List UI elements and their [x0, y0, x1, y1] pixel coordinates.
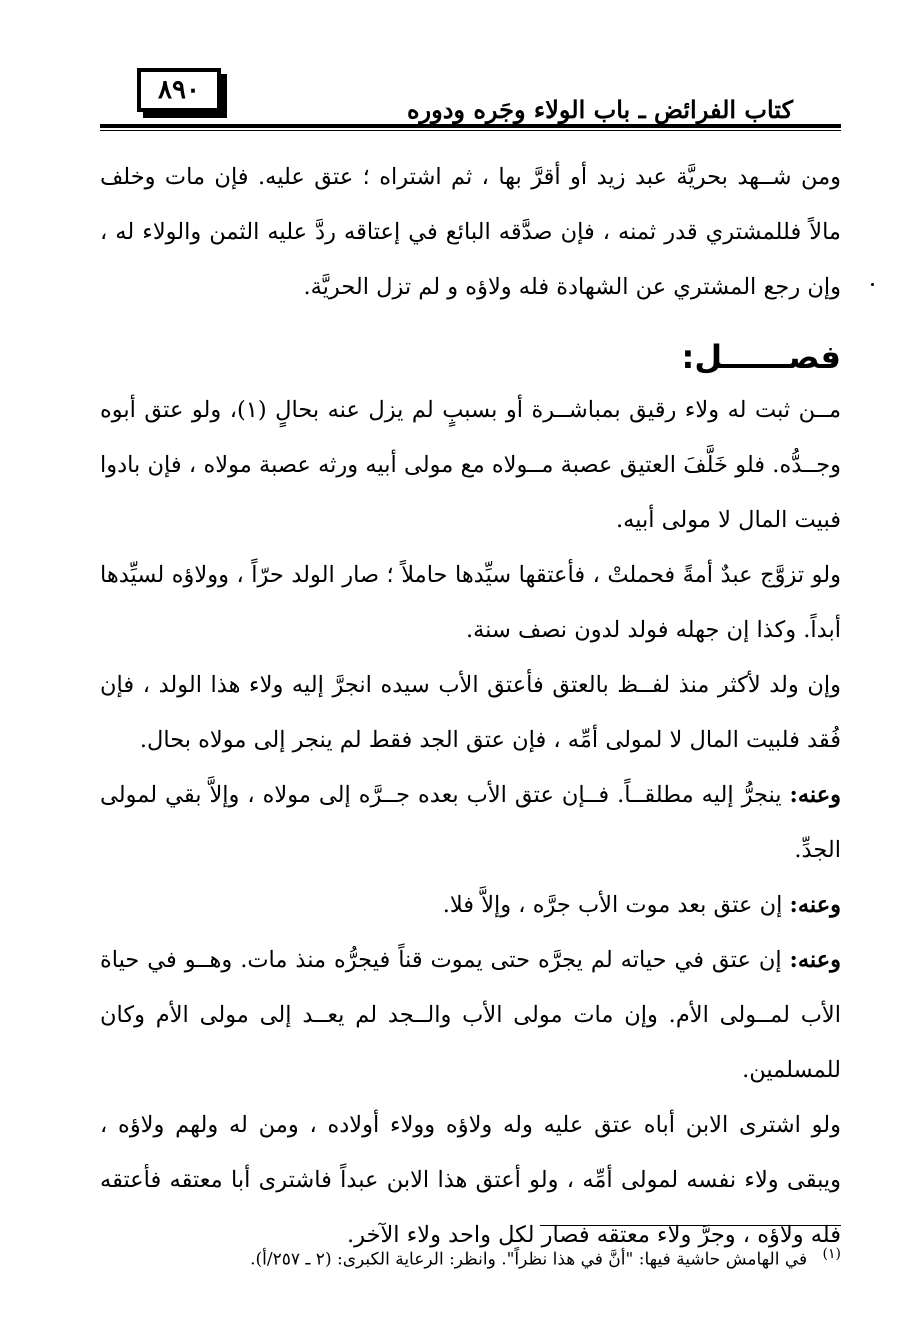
paragraph-7 [100, 933, 841, 1098]
footnote-marker: (١) [822, 1246, 841, 1262]
footnote-rule [540, 1225, 841, 1226]
footnote-text: في الهامش حاشية فيها: "أنَّ في هذا نظراً". وانظر: الرعاية الكبرى: (٢ ـ ٢٥٧/أ). [250, 1249, 808, 1270]
paragraph-7-text: إن عتق في حياته لم يجرَّه حتى يموت قناً فيجرُّه منذ مات. وهــو في حياة الأب لمــولى الأم. وإن مات مولى الأب والــجد لم يعــد إلى مولى الأم وكان للمسلمين. [100, 947, 841, 1083]
page-number: ٨٩٠ [137, 68, 221, 112]
running-head: كتاب الفرائض ـ باب الولاء وجَره ودوره [330, 95, 801, 124]
paragraph-1: ومن شــهد بحريَّة عبد زيد أو أقرَّ بها ، ثم اشتراه ؛ عتق عليه. فإن مات وخلف مالاً فللمشتري قدر ثمنه ، فإن صدَّقه البائع في إعتاقه ردَّ عليه الثمن والولاء له ، وإن رجع المشتري عن الشهادة فله ولاؤه و لم تزل الحريَّة. [100, 164, 841, 300]
paragraph-2: مــن ثبت له ولاء رقيق بمباشــرة أو بسببٍ لم يزل عنه بحالٍ (١)، ولو عتق أبوه وجــدُّه. فلو خَلَّفَ العتيق عصبة مــولاه مع مولى أبيه ورثه عصبة مولاه ، فإن بادوا فبيت المال لا مولى أبيه. [100, 397, 842, 533]
paragraph-8: ولو اشترى الابن أباه عتق عليه وله ولاؤه وولاء أولاده ، ومن له ولهم ولاؤه ، ويبقى ولاء نفسه لمولى أمِّه ، ولو أعتق هذا الابن عبداً فاشترى أبا معتقه فأعتقه فله ولاؤه ، وجرَّ ولاء معتقه فصار لكل واحد ولاء الآخر. [100, 1112, 841, 1248]
paragraph-4: وإن ولد لأكثر منذ لفــظ بالعتق فأعتق الأب سيده انجرَّ إليه ولاء هذا الولد ، فإن فُقد فلبيت المال لا لمولى أمِّه ، فإن عتق الجد فقط لم ينجر إلى مولاه بحال. [100, 672, 841, 753]
paragraph-5-text: ينجرُّ إليه مطلقــاً. فــإن عتق الأب بعده جــرَّه إلى مولاه ، وإلاَّ بقي لمولى الجدِّ. [100, 782, 841, 863]
paragraph-6-text: إن عتق بعد موت الأب جرَّه ، وإلاَّ فلا. [442, 892, 790, 918]
footnote [100, 1240, 841, 1274]
paragraph-3: ولو تزوَّج عبدٌ أمةً فحملتْ ، فأعتقها سيِّدها حاملاً ؛ صار الولد حرّاً ، وولاؤه لسيِّدها أبداً. وكذا إن جهله فولد لدون نصف سنة. [100, 562, 841, 643]
margin-dot [871, 283, 874, 286]
paragraph-7-label: وعنه: [789, 947, 841, 973]
page-body [100, 150, 841, 1263]
section-title: فصــــــل: [681, 338, 841, 376]
header-rule-thin [100, 130, 841, 131]
paragraph-6-label: وعنه: [789, 892, 841, 918]
paragraph-6 [100, 878, 841, 933]
header-rule [100, 124, 841, 128]
paragraph-5 [100, 768, 841, 878]
paragraph-5-label: وعنه: [789, 782, 841, 808]
